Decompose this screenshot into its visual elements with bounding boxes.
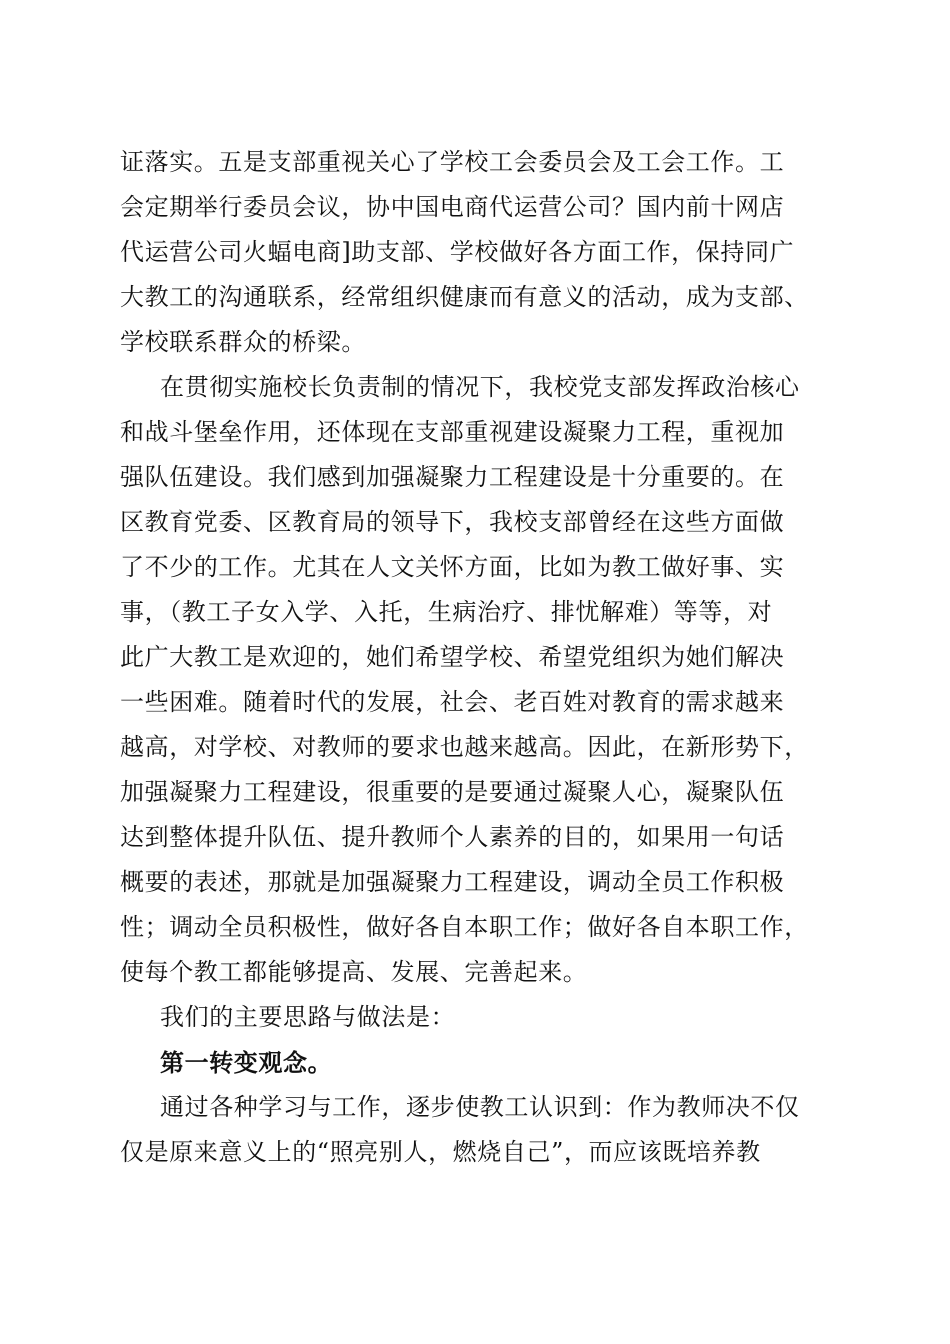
text-line: 此广大教工是欢迎的，她们希望学校、希望党组织为她们解决 <box>120 643 785 671</box>
text-line: 加强凝聚力工程建设，很重要的是要通过凝聚人心，凝聚队伍 <box>120 778 785 806</box>
text-line: 一些困难。随着时代的发展，社会、老百姓对教育的需求越来 <box>120 688 785 716</box>
text-line: 仅是原来意义上的“照亮别人，燃烧自己”，而应该既培养教 <box>120 1138 761 1166</box>
text-line: 区教育党委、区教育局的领导下，我校支部曾经在这些方面做 <box>120 508 785 536</box>
text-line: 证落实。五是支部重视关心了学校工会委员会及工会工作。工 <box>120 148 785 176</box>
paragraph-start-line: 通过各种学习与工作，逐步使教工认识到：作为教师决不仅 <box>160 1093 800 1121</box>
text-line: 和战斗堡垒作用，还体现在支部重视建设凝聚力工程，重视加 <box>120 418 785 446</box>
text-line: 强队伍建设。我们感到加强凝聚力工程建设是十分重要的。在 <box>120 463 785 491</box>
text-line: 了不少的工作。尤其在人文关怀方面，比如为教工做好事、实 <box>120 553 785 581</box>
paragraph-start-line: 我们的主要思路与做法是： <box>160 1003 456 1031</box>
text-line: 会定期举行委员会议，协中国电商代运营公司？国内前十网店 <box>120 193 785 221</box>
text-line: 越高，对学校、对教师的要求也越来越高。因此，在新形势下， <box>120 733 809 761</box>
text-line: 大教工的沟通联系，经常组织健康而有意义的活动，成为支部、 <box>120 283 809 311</box>
text-line: 学校联系群众的桥梁。 <box>120 328 366 356</box>
text-line: 性；调动全员积极性，做好各自本职工作；做好各自本职工作， <box>120 913 809 941</box>
section-heading: 第一转变观念。 <box>160 1048 333 1077</box>
text-line: 达到整体提升队伍、提升教师个人素养的目的，如果用一句话 <box>120 823 785 851</box>
text-line: 使每个教工都能够提高、发展、完善起来。 <box>120 958 588 986</box>
paragraph-start-line: 在贯彻实施校长负责制的情况下，我校党支部发挥政治核心 <box>160 373 800 401</box>
text-line: 事，（教工子女入学、入托，生病治疗、排忧解难）等等，对 <box>120 598 773 626</box>
body-text <box>120 140 840 1175</box>
text-line: 代运营公司火蝠电商]助支部、学校做好各方面工作，保持同广 <box>120 238 795 266</box>
text-line: 概要的表述，那就是加强凝聚力工程建设，调动全员工作积极 <box>120 868 785 896</box>
